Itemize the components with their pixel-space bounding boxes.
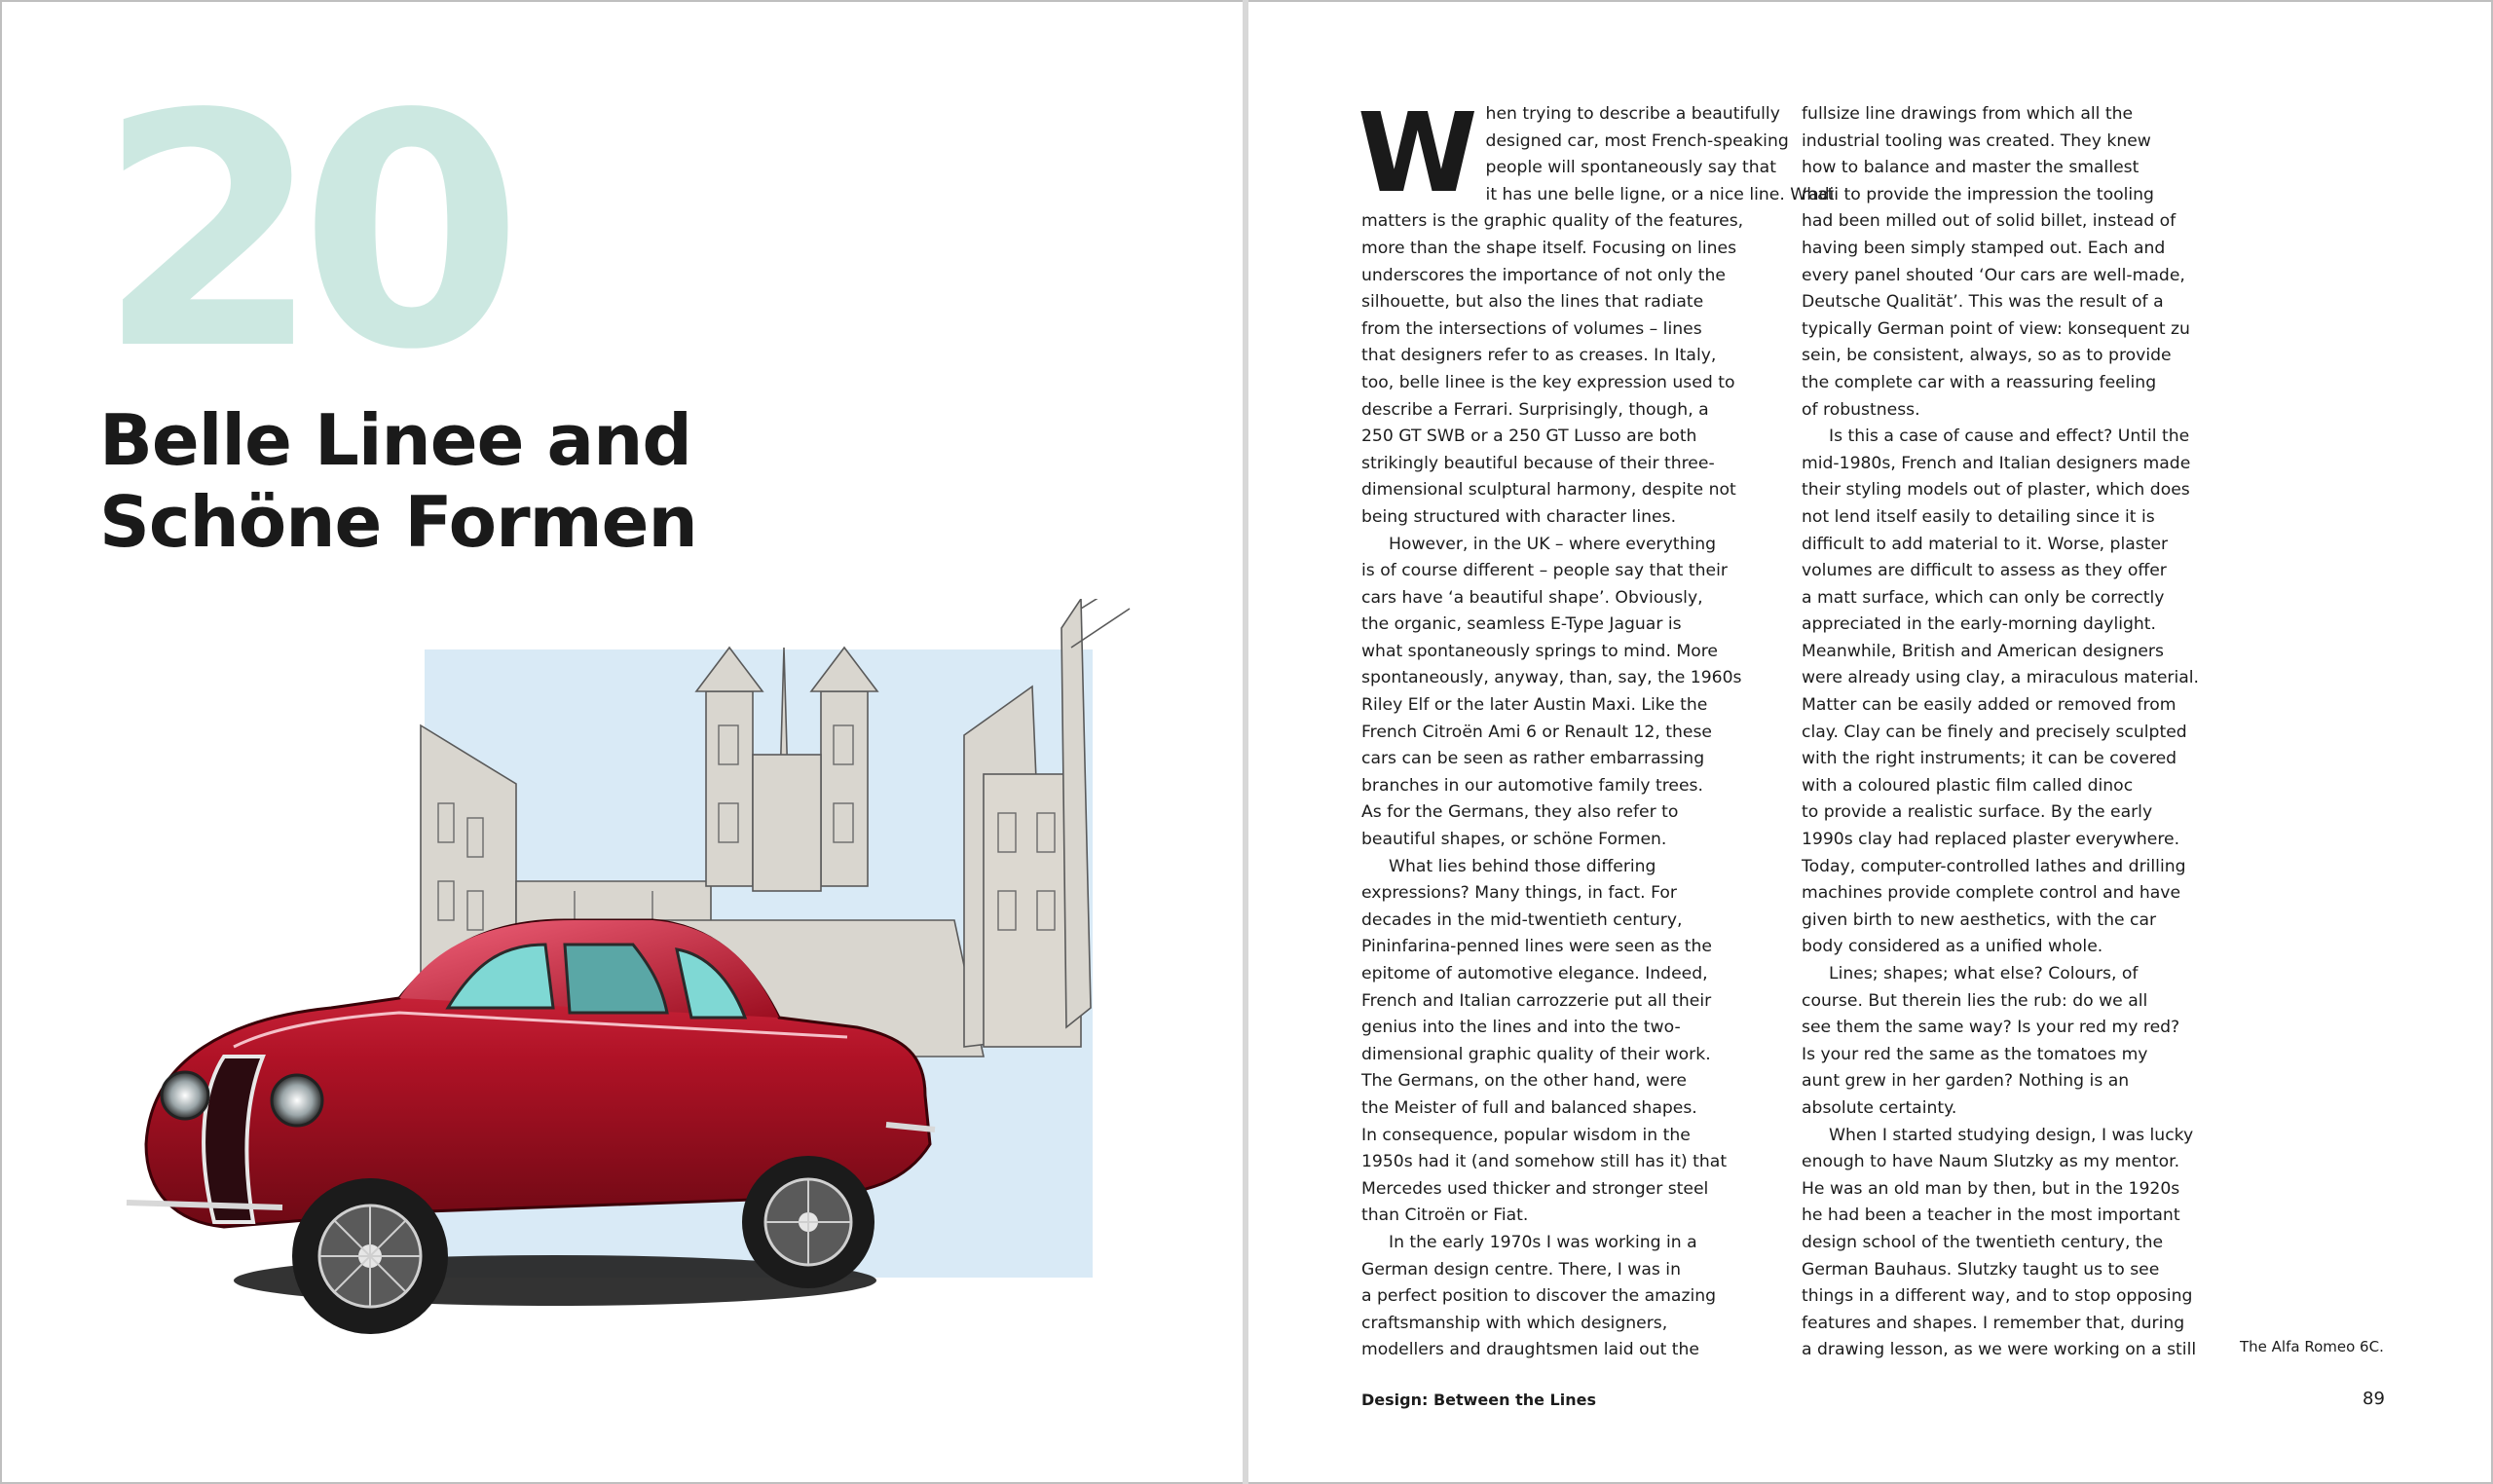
text-line: enough to have Naum Slutzky as my mentor. — [1802, 1152, 2180, 1172]
text-line: describe a Ferrari. Surprisingly, though, a — [1361, 399, 1709, 420]
text-line: modellers and draughtsmen laid out the — [1361, 1340, 1699, 1360]
alfa-romeo-illustration — [107, 599, 1139, 1358]
text-line: volumes are difficult to assess as they offer — [1802, 561, 2167, 581]
text-line: design school of the twentieth century, the — [1802, 1232, 2164, 1252]
text-line: too, belle linee is the key expression used to — [1361, 372, 1735, 392]
text-line: mid-1980s, French and Italian designers made — [1802, 453, 2191, 473]
text-line: more than the shape itself. Focusing on lines — [1361, 238, 1737, 258]
chapter-title-line-1: Belle Linee and — [99, 399, 691, 481]
text-line: things in a different way, and to stop opposing — [1802, 1286, 2193, 1307]
chapter-number: 20 — [97, 46, 502, 420]
text-line: industrial tooling was created. They knew — [1802, 130, 2151, 151]
text-line: cars can be seen as rather embarrassing — [1361, 749, 1705, 769]
text-line: spontaneously, anyway, than, say, the 1960s — [1361, 668, 1742, 688]
body-text-column-2 — [1802, 101, 2209, 1364]
text-line: strikingly beautiful because of their three- — [1361, 453, 1715, 473]
text-line: craftsmanship with which designers, — [1361, 1313, 1668, 1333]
text-line: When I started studying design, I was lucky — [1829, 1125, 2194, 1145]
text-line: expressions? Many things, in fact. For — [1361, 883, 1677, 904]
chapter-title — [99, 399, 1171, 563]
text-line: having been simply stamped out. Each and — [1802, 238, 2166, 258]
text-line: branches in our automotive family trees. — [1361, 775, 1703, 796]
text-line: Lines; shapes; what else? Colours, of — [1829, 964, 2139, 983]
text-line: He was an old man by then, but in the 1920s — [1802, 1178, 2180, 1199]
text-line: 250 GT SWB or a 250 GT Lusso are both — [1361, 427, 1697, 447]
text-line: silhouette, but also the lines that radiate — [1361, 292, 1704, 313]
text-line: difficult to add material to it. Worse, plaster — [1802, 534, 2169, 554]
text-line: hen trying to describe a beautifully — [1485, 104, 1780, 124]
text-line: it has une belle ligne, or a nice line. What — [1485, 184, 1835, 204]
text-line: of robustness. — [1802, 399, 1920, 420]
body-text-column-1 — [1358, 91, 1835, 1364]
text-line: the Meister of full and balanced shapes. — [1361, 1097, 1697, 1118]
text-line: clay. Clay can be finely and precisely sculpted — [1802, 722, 2187, 742]
text-line: Mercedes used thicker and stronger steel — [1361, 1178, 1709, 1199]
text-line: being structured with character lines. — [1361, 506, 1677, 527]
chapter-title-line-2: Schöne Formen — [99, 481, 697, 563]
text-line: Is this a case of cause and effect? Until the — [1829, 427, 2190, 447]
text-line: 1950s had it (and somehow still has it) that — [1361, 1152, 1728, 1172]
text-line: However, in the UK – where everything — [1389, 534, 1717, 554]
text-line: every panel shouted ‘Our cars are well-made, — [1802, 265, 2185, 285]
text-line: As for the Germans, they also refer to — [1361, 802, 1679, 823]
text-line: radii to provide the impression the tooling — [1802, 184, 2154, 204]
paragraph — [1361, 532, 1768, 854]
text-line: given birth to new aesthetics, with the car — [1802, 909, 2157, 930]
text-line: how to balance and master the smallest — [1802, 158, 2140, 178]
text-line: epitome of automotive elegance. Indeed, — [1361, 964, 1708, 983]
text-line: typically German point of view: konsequent zu — [1802, 318, 2190, 339]
text-line: dimensional sculptural harmony, despite not — [1361, 480, 1736, 501]
text-line: In consequence, popular wisdom in the — [1361, 1125, 1691, 1145]
text-line: he had been a teacher in the most important — [1802, 1206, 2180, 1226]
text-line: were already using clay, a miraculous material. — [1802, 668, 2200, 688]
text-line: the complete car with a reassuring feeling — [1802, 372, 2157, 392]
text-line: matters is the graphic quality of the features, — [1361, 211, 1744, 232]
text-line: decades in the mid-twentieth century, — [1361, 909, 1683, 930]
paragraph — [1802, 101, 2209, 424]
text-line: appreciated in the early-morning daylight. — [1802, 614, 2157, 635]
text-line: Is your red the same as the tomatoes my — [1802, 1044, 2148, 1064]
text-line: body considered as a unified whole. — [1802, 937, 2103, 957]
text-line: than Citroën or Fiat. — [1361, 1206, 1529, 1226]
text-line: underscores the importance of not only the — [1361, 265, 1726, 285]
text-line: genius into the lines and into the two- — [1361, 1018, 1681, 1038]
paragraph — [1358, 91, 1835, 532]
text-line: had been milled out of solid billet, instead of — [1802, 211, 2177, 232]
text-line: from the intersections of volumes – lines — [1361, 318, 1702, 339]
text-line: dimensional graphic quality of their work. — [1361, 1044, 1711, 1064]
text-line: German design centre. There, I was in — [1361, 1259, 1681, 1280]
text-line: a perfect position to discover the amazing — [1361, 1286, 1717, 1307]
paragraph — [1802, 961, 2209, 1123]
text-line: is of course different – people say that their — [1361, 561, 1728, 581]
text-line: beautiful shapes, or schöne Formen. — [1361, 830, 1667, 850]
text-line: machines provide complete control and have — [1802, 883, 2181, 904]
text-line: a matt surface, which can only be correctly — [1802, 587, 2165, 608]
text-line: What lies behind those differing — [1389, 856, 1656, 876]
figure-caption: The Alfa Romeo 6C. — [2240, 1338, 2384, 1355]
text-line: Meanwhile, British and American designers — [1802, 641, 2164, 661]
text-line: course. But therein lies the rub: do we all — [1802, 990, 2148, 1011]
text-line: German Bauhaus. Slutzky taught us to see — [1802, 1259, 2160, 1280]
text-line: fullsize line drawings from which all the — [1802, 104, 2134, 124]
drop-cap: W — [1358, 91, 1478, 217]
text-line: the organic, seamless E-Type Jaguar is — [1361, 614, 1682, 635]
paragraph — [1802, 1123, 2209, 1364]
text-line: designed car, most French-speaking — [1485, 130, 1789, 151]
text-line: Deutsche Qualität’. This was the result of a — [1802, 292, 2164, 313]
text-line: that designers refer to as creases. In Italy, — [1361, 346, 1717, 366]
text-line: French Citroën Ami 6 or Renault 12, these — [1361, 722, 1713, 742]
text-line: sein, be consistent, always, so as to provide — [1802, 346, 2172, 366]
text-line: what spontaneously springs to mind. More — [1361, 641, 1718, 661]
paragraph — [1361, 1230, 1768, 1364]
text-line: aunt grew in her garden? Nothing is an — [1802, 1071, 2130, 1092]
text-line: 1990s clay had replaced plaster everywhere. — [1802, 830, 2180, 850]
page-number: 89 — [2363, 1389, 2385, 1409]
running-footer: Design: Between the Lines — [1361, 1391, 1596, 1409]
paragraph — [1802, 424, 2209, 961]
text-line: people will spontaneously say that — [1485, 158, 1776, 178]
text-line: with the right instruments; it can be covered — [1802, 749, 2177, 769]
text-line: cars have ‘a beautiful shape’. Obviously, — [1361, 587, 1703, 608]
text-line: to provide a realistic surface. By the early — [1802, 802, 2153, 823]
text-line: French and Italian carrozzerie put all their — [1361, 990, 1712, 1011]
text-line: Riley Elf or the later Austin Maxi. Like the — [1361, 695, 1708, 716]
text-line: their styling models out of plaster, which does — [1802, 480, 2190, 501]
text-line: features and shapes. I remember that, during — [1802, 1313, 2185, 1333]
paragraph — [1361, 854, 1768, 1230]
text-line: Matter can be easily added or removed from — [1802, 695, 2177, 716]
text-line: with a coloured plastic film called dinoc — [1802, 775, 2134, 796]
text-line: a drawing lesson, as we were working on a still — [1802, 1340, 2197, 1360]
text-line: In the early 1970s I was working in a — [1389, 1232, 1697, 1252]
text-line: absolute certainty. — [1802, 1097, 1957, 1118]
text-line: Today, computer-controlled lathes and drilling — [1802, 856, 2186, 876]
text-line: The Germans, on the other hand, were — [1361, 1071, 1687, 1092]
text-line: Pininfarina-penned lines were seen as the — [1361, 937, 1713, 957]
text-line: not lend itself easily to detailing since it is — [1802, 506, 2155, 527]
text-line: see them the same way? Is your red my red? — [1802, 1018, 2180, 1038]
